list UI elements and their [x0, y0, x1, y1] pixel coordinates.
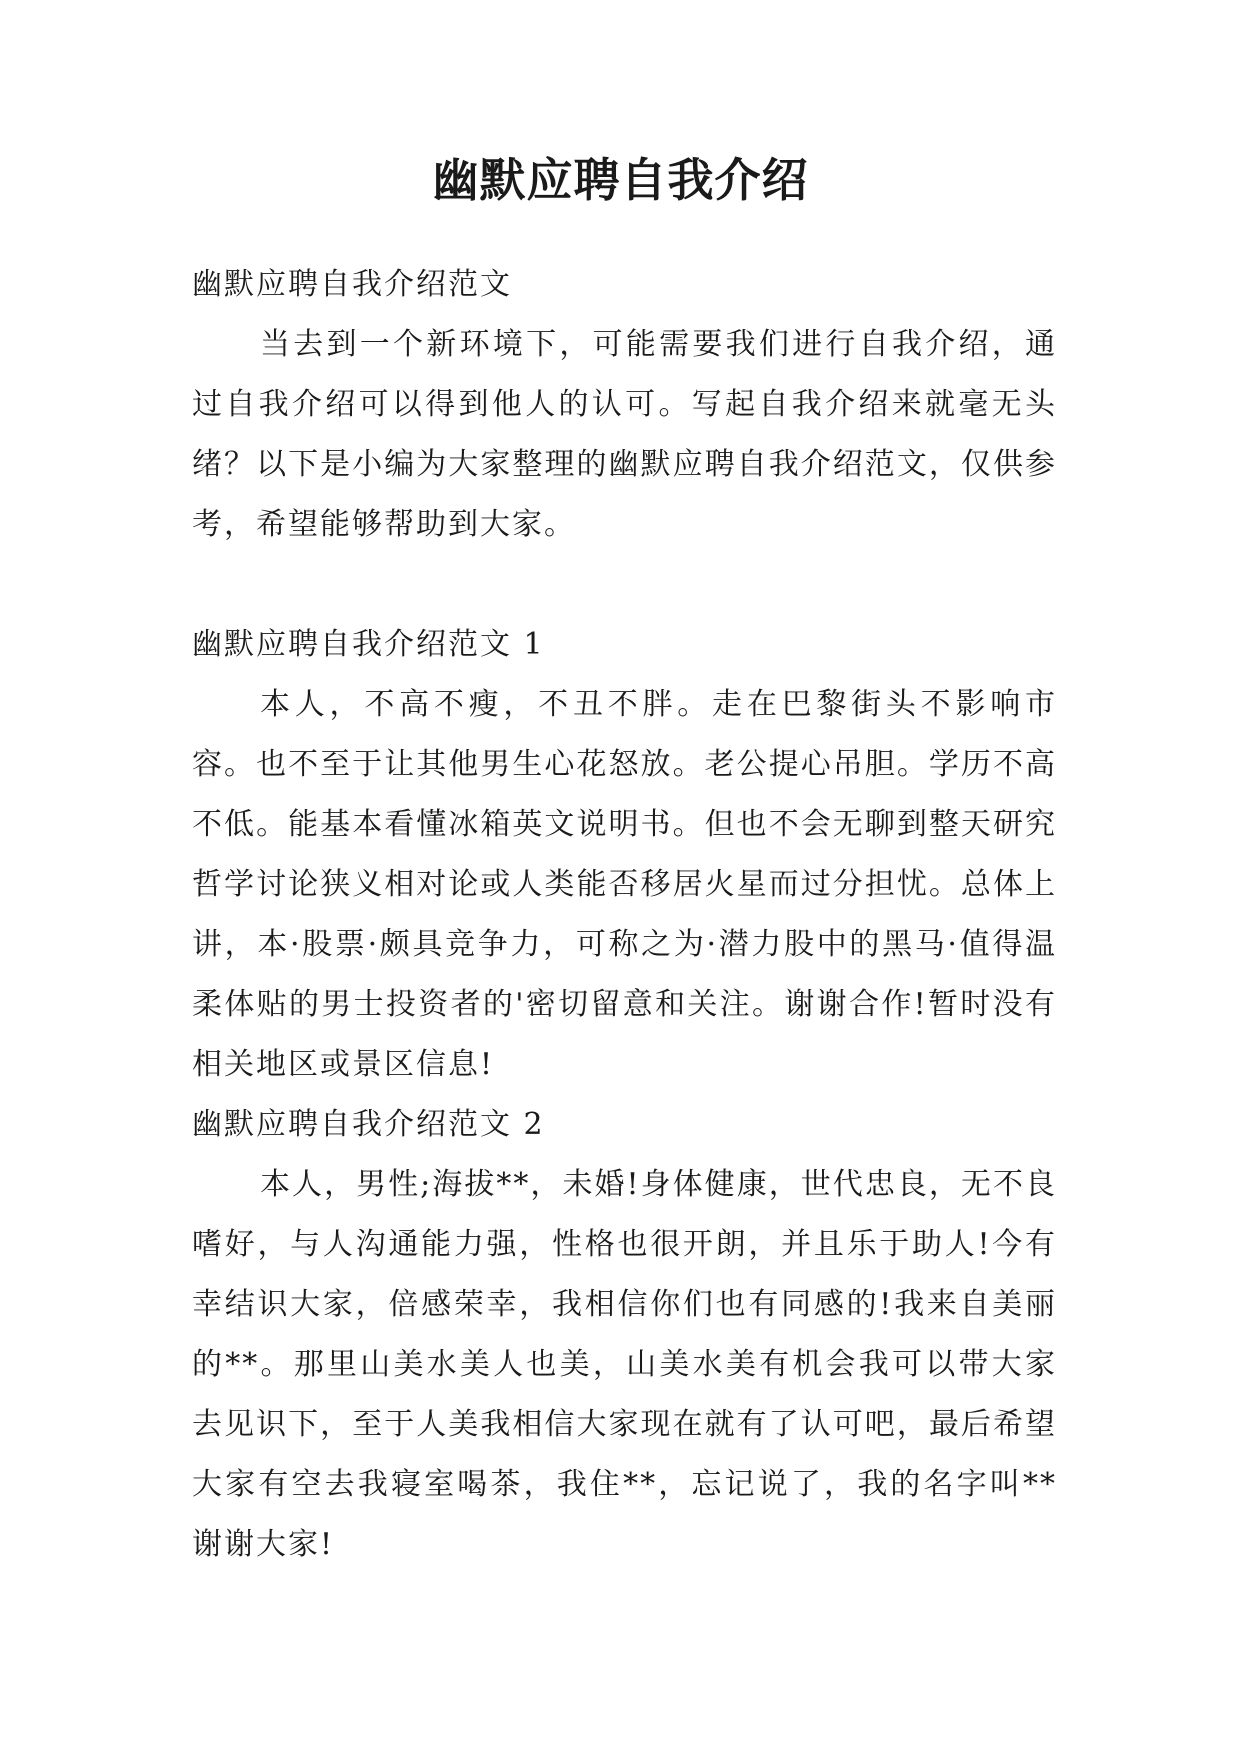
section-spacer — [192, 555, 1057, 615]
section-1-paragraph: 本人，不高不瘦，不丑不胖。走在巴黎街头不影响市容。也不至于让其他男生心花怒放。老公提心吊胆。学历不高不低。能基本看懂冰箱英文说明书。但也不会无聊到整天研究哲学讨论狭义相对论或人类能否移居火星而过分担忧。总体上讲，本·股票·颇具竞争力，可称之为·潜力股中的黑马·值得温柔体贴的男士投资者的'密切留意和关注。谢谢合作!暂时没有相关地区或景区信息! — [192, 687, 1057, 1082]
section-2-paragraph: 本人，男性;海拔**，未婚!身体健康，世代忠良，无不良嗜好，与人沟通能力强，性格也很开朗，并且乐于助人!今有幸结识大家，倍感荣幸，我相信你们也有同感的!我来自美丽的**。那里山美水美人也美，山美水美有机会我可以带大家去见识下，至于人美我相信大家现在就有了认可吧，最后希望大家有空去我寝室喝茶，我住**，忘记说了，我的名字叫**谢谢大家! — [192, 1167, 1057, 1562]
section-2-heading: 幽默应聘自我介绍范文 2 — [192, 1107, 545, 1142]
section-1-heading: 幽默应聘自我介绍范文 1 — [192, 627, 545, 662]
document-body — [192, 255, 1057, 1575]
intro-heading: 幽默应聘自我介绍范文 — [192, 267, 512, 302]
document-title: 幽默应聘自我介绍 — [432, 153, 809, 207]
intro-paragraph: 当去到一个新环境下，可能需要我们进行自我介绍，通过自我介绍可以得到他人的认可。写起自我介绍来就毫无头绪？以下是小编为大家整理的幽默应聘自我介绍范文，仅供参考，希望能够帮助到大家。 — [192, 327, 1057, 542]
